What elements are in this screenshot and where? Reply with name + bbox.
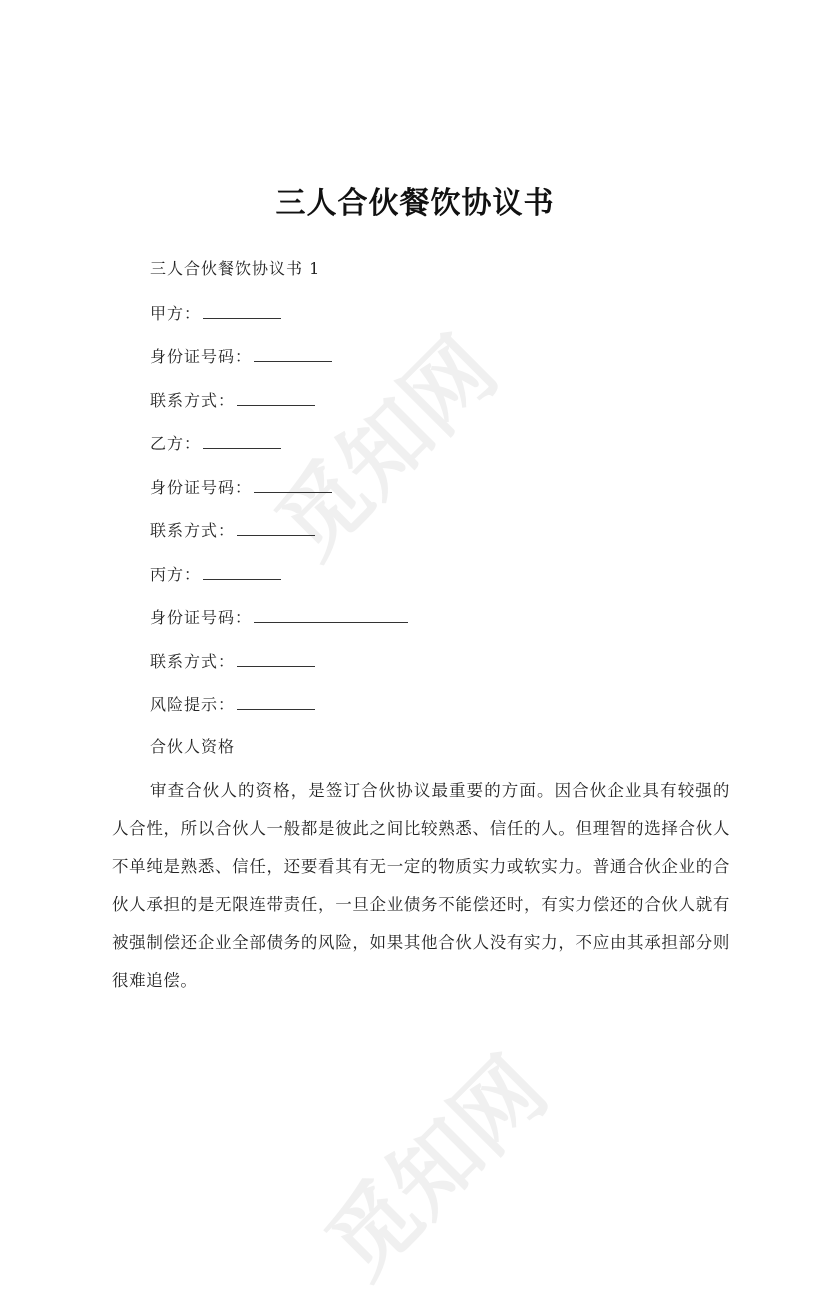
document-title: 三人合伙餐饮协议书: [275, 186, 555, 221]
party-c-field: [150, 563, 281, 586]
field-label: 甲方：: [150, 304, 202, 323]
party-c-contact-field: [150, 650, 315, 673]
watermark-bottom: 觅知网: [306, 1037, 567, 1298]
blank-line: [254, 606, 408, 623]
field-label: 丙方：: [150, 565, 202, 584]
party-c-id-field: [150, 606, 408, 629]
body-paragraph: 审查合伙人的资格，是签订合伙协议最重要的方面。因合伙企业具有较强的人合性，所以合伙人一般都是彼此之间比较熟悉、信任的人。但理智的选择合伙人不单纯是熟悉、信任，还要看其有无一定的物质实力或软实力。普通合伙企业的合伙人承担的是无限连带责任，一旦企业债务不能偿还时，有实力偿还的合伙人就有被强制偿还企业全部债务的风险，如果其他合伙人没有实力，不应由其承担部分则很难追偿。: [112, 781, 730, 990]
party-b-id-field: [150, 476, 332, 499]
field-label: 身份证号码：: [150, 608, 253, 627]
party-b-contact-field: [150, 519, 315, 542]
risk-notice-field: [150, 693, 315, 716]
blank-line: [237, 389, 315, 406]
blank-line: [203, 432, 281, 449]
blank-line: [203, 302, 281, 319]
party-a-field: [150, 302, 281, 325]
blank-line: [237, 519, 315, 536]
party-a-contact-field: [150, 389, 315, 412]
field-label: 联系方式：: [150, 521, 236, 540]
blank-line: [254, 345, 332, 362]
field-label: 联系方式：: [150, 391, 236, 410]
blank-line: [237, 693, 315, 710]
subtitle: 三人合伙餐饮协议书 1: [150, 259, 321, 278]
watermark: 觅知网: [256, 317, 517, 578]
field-label: 乙方：: [150, 434, 202, 453]
field-label: 风险提示：: [150, 695, 236, 714]
blank-line: [203, 563, 281, 580]
field-label: 联系方式：: [150, 652, 236, 671]
field-label: 身份证号码：: [150, 478, 253, 497]
party-a-id-field: [150, 345, 332, 368]
party-b-field: [150, 432, 281, 455]
blank-line: [254, 476, 332, 493]
field-label: 身份证号码：: [150, 347, 253, 366]
section-heading: 合伙人资格: [150, 737, 236, 756]
blank-line: [237, 650, 315, 667]
